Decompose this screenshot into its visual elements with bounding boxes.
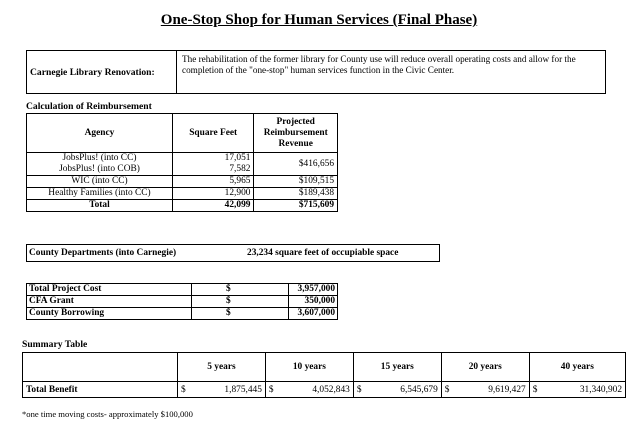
total-row — [27, 200, 338, 212]
county-departments-label: County Departments (into Carnegie) — [29, 248, 177, 258]
cost-name: Total Project Cost — [27, 284, 192, 296]
project-costs-table — [26, 283, 338, 320]
cost-name: County Borrowing — [27, 308, 192, 320]
reimbursement-table — [26, 113, 338, 212]
summary-value: 1,875,445 — [224, 384, 262, 395]
cost-symbol: $ — [192, 308, 289, 320]
summary-value-cell — [353, 382, 441, 398]
carnegie-label: Carnegie Library Renovation: — [27, 51, 177, 93]
summary-column-header: 40 years — [529, 353, 625, 382]
square-feet-cell: 12,900 — [172, 188, 254, 200]
cost-value: 350,000 — [289, 296, 338, 308]
square-feet-cell: 5,965 — [172, 176, 254, 188]
summary-column-header: 15 years — [353, 353, 441, 382]
summary-value: 4,052,843 — [312, 384, 350, 395]
summary-heading: Summary Table — [22, 339, 88, 350]
summary-value-cell — [265, 382, 353, 398]
table-row — [27, 188, 338, 200]
cost-name: CFA Grant — [27, 296, 192, 308]
summary-value-cell — [178, 382, 266, 398]
cost-value: 3,607,000 — [289, 308, 338, 320]
agency-cell: Healthy Families (into CC) — [27, 188, 173, 200]
table-row — [23, 382, 626, 398]
revenue-cell: $109,515 — [254, 176, 338, 188]
reimbursement-header-row — [27, 114, 338, 153]
header-revenue: Projected Reimbursement Revenue — [254, 114, 338, 153]
header-square-feet: Square Feet — [172, 114, 254, 153]
square-feet-cell: 7,582 — [172, 164, 254, 176]
summary-corner-cell — [23, 353, 178, 382]
summary-value: 6,545,679 — [400, 384, 438, 395]
revenue-cell: $416,656 — [254, 153, 338, 176]
cost-value: 3,957,000 — [289, 284, 338, 296]
summary-value: 31,340,902 — [579, 384, 622, 395]
county-departments-box — [26, 244, 440, 262]
total-revenue: $715,609 — [254, 200, 338, 212]
summary-column-header: 20 years — [441, 353, 529, 382]
summary-column-header: 10 years — [265, 353, 353, 382]
header-agency: Agency — [27, 114, 173, 153]
table-row — [27, 308, 338, 320]
carnegie-renovation-box — [26, 50, 606, 94]
reimbursement-heading: Calculation of Reimbursement — [26, 101, 152, 112]
page-title: One-Stop Shop for Human Services (Final Phase) — [160, 12, 478, 28]
summary-value-cell — [529, 382, 625, 398]
table-row — [27, 176, 338, 188]
table-row — [27, 296, 338, 308]
cost-symbol: $ — [192, 296, 289, 308]
currency-symbol: $ — [181, 384, 186, 395]
revenue-cell: $189,438 — [254, 188, 338, 200]
currency-symbol: $ — [268, 384, 274, 395]
summary-value: 9,619,427 — [488, 384, 526, 395]
summary-column-header: 5 years — [178, 353, 266, 382]
agency-cell: WIC (into CC) — [27, 176, 173, 188]
summary-table — [22, 352, 626, 398]
carnegie-description: The rehabilitation of the former library for County use will reduce overall operating costs and allow for the completion of the "one-stop" human services function in the Civic Center. — [182, 54, 576, 75]
currency-symbol: $ — [444, 384, 450, 395]
summary-value-cell — [441, 382, 529, 398]
square-feet-cell: 17,051 — [172, 153, 254, 165]
currency-symbol: $ — [532, 384, 538, 395]
total-label: Total — [27, 200, 173, 212]
currency-symbol: $ — [356, 384, 362, 395]
agency-cell: JobsPlus! (into CC) — [27, 153, 173, 165]
summary-row-label: Total Benefit — [23, 382, 178, 398]
cost-symbol: $ — [226, 284, 231, 294]
table-row — [27, 153, 338, 165]
footnote: *one time moving costs- approximately $100,000 — [22, 409, 193, 419]
summary-header-row — [23, 353, 626, 382]
total-square-feet: 42,099 — [172, 200, 254, 212]
table-row — [27, 284, 338, 296]
county-departments-value: 23,234 square feet of occupiable space — [247, 248, 399, 258]
agency-cell: JobsPlus! (into COB) — [27, 164, 173, 176]
